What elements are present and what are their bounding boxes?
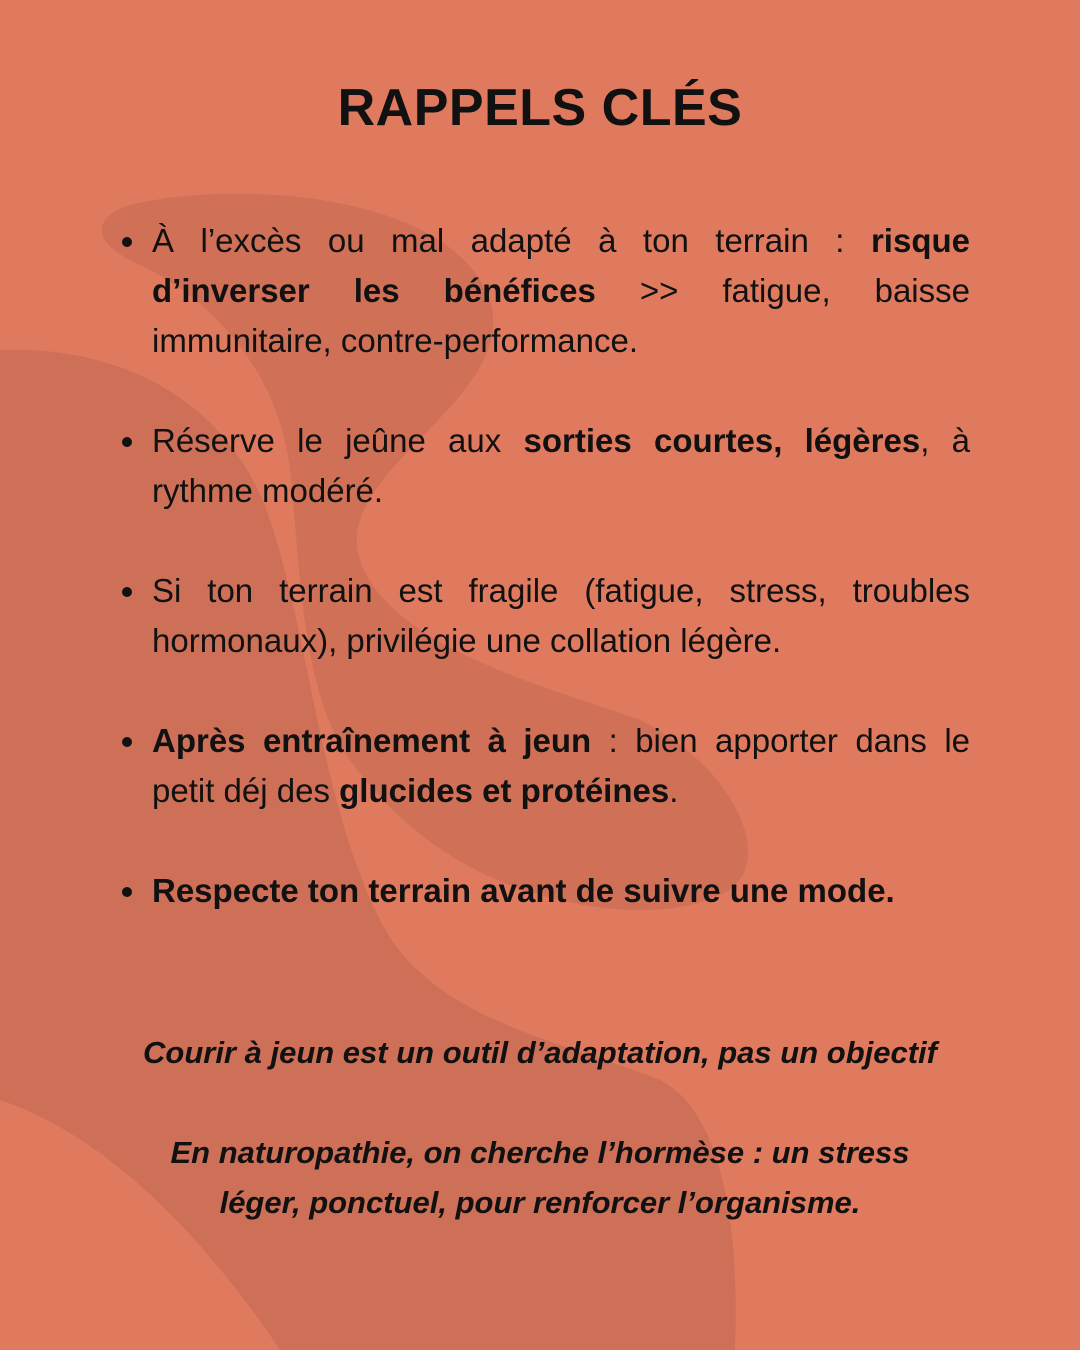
- bullet-text: : bien apporter dans le petit déj des: [152, 722, 971, 809]
- list-item: [152, 216, 970, 366]
- bullet-bold-text: risque d’inverser les bénéfices: [152, 222, 970, 309]
- bullet-text: Réserve le jeûne aux: [152, 422, 524, 459]
- bullet-bold-text: Respecte ton terrain avant de suivre une mode.: [152, 872, 895, 909]
- bullet-text: À l’excès ou mal adapté à ton terrain :: [152, 222, 871, 259]
- bullet-bold-text: glucides et protéines: [339, 772, 670, 809]
- bullet-bold-text: sorties courtes, légères: [523, 422, 921, 459]
- list-item: [152, 566, 970, 666]
- naturopathy-note: [60, 1128, 1020, 1228]
- page-title: RAPPELS CLÉS: [337, 79, 743, 137]
- list-item: [152, 716, 970, 816]
- bullet-bold-text: Après entraînement à jeun: [152, 722, 592, 759]
- bullet-text: Si ton terrain est fragile (fatigue, stress, troubles hormonaux), privilégie une collation légère.: [152, 572, 970, 659]
- bullet-text: .: [669, 772, 679, 809]
- key-points-list: [152, 216, 970, 966]
- bullet-text: >> fatigue, baisse immunitaire, contre-performance.: [152, 272, 970, 359]
- list-item: [152, 416, 970, 516]
- list-item: [152, 866, 970, 916]
- closing-quote: Courir à jeun est un outil d’adaptation, pas un objectif: [143, 1035, 937, 1070]
- naturopathy-note-line-2: léger, ponctuel, pour renforcer l’organisme.: [219, 1185, 861, 1220]
- naturopathy-note-line-1: En naturopathie, on cherche l’hormèse : un stress: [170, 1135, 910, 1170]
- bullet-text: , à rythme modéré.: [152, 422, 970, 509]
